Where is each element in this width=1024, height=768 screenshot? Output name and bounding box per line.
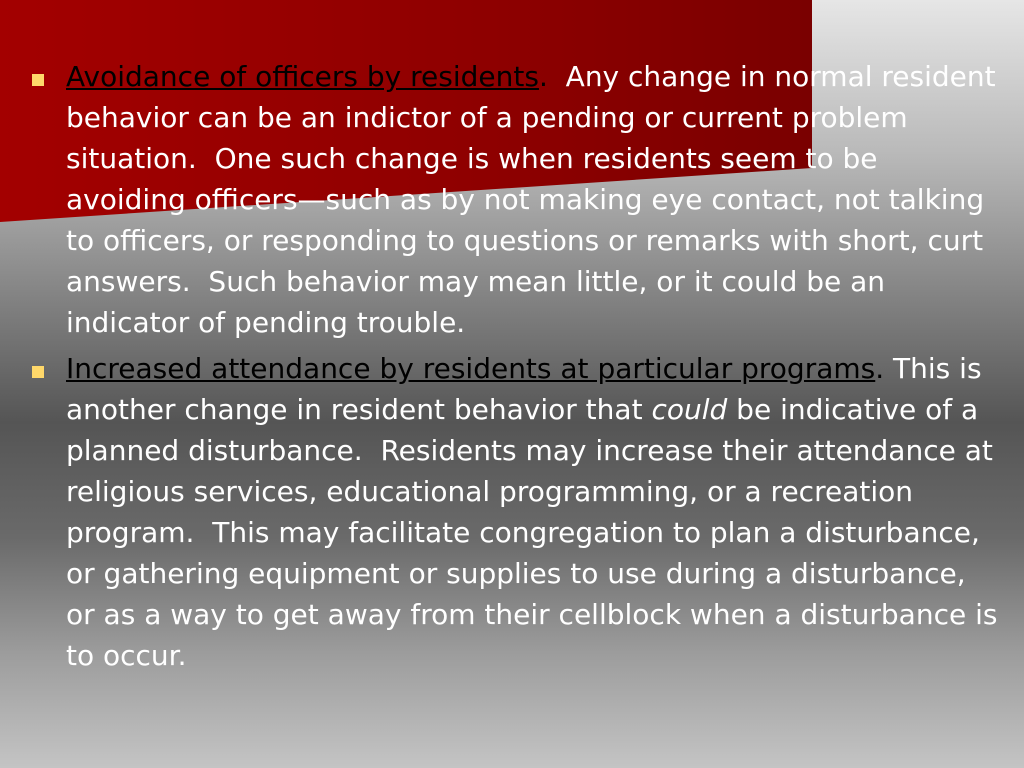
bullet-list bbox=[28, 58, 1007, 683]
bullet-text bbox=[66, 56, 1005, 343]
bullet-item-attendance bbox=[28, 350, 1007, 676]
heading-period: . bbox=[538, 60, 548, 93]
bullet-body-emphasis: could bbox=[651, 393, 728, 426]
square-bullet-icon bbox=[32, 74, 44, 86]
heading-period: . bbox=[875, 352, 885, 385]
bullet-body: Any change in normal resident behavior can be an indictor of a pending or current problem situation. One such change is when residents seem to be avoiding officers—such as by not making eye contact, not talking to officers, or responding to questions or remarks with short, curt answers. Such behavior may mean little, or it could be an indicator of pending trouble. bbox=[66, 60, 1005, 339]
bullet-item-avoidance bbox=[28, 58, 1005, 343]
square-bullet-icon bbox=[32, 366, 44, 378]
bullet-heading: Avoidance of officers by residents bbox=[66, 60, 539, 93]
bullet-body-end: be indicative of a planned disturbance. Residents may increase their attendance at religious services, educational programming, or a recreation program. This may facilitate congregation to plan a disturbance, or gathering equipment or supplies to use during a disturbance, or as a way to get away from their cellblock when a disturbance is to occur. bbox=[66, 393, 1007, 672]
bullet-body-start: This is another change in resident behavior that bbox=[66, 352, 991, 426]
bullet-heading: Increased attendance by residents at particular programs bbox=[66, 352, 876, 385]
bullet-text bbox=[66, 348, 1007, 676]
